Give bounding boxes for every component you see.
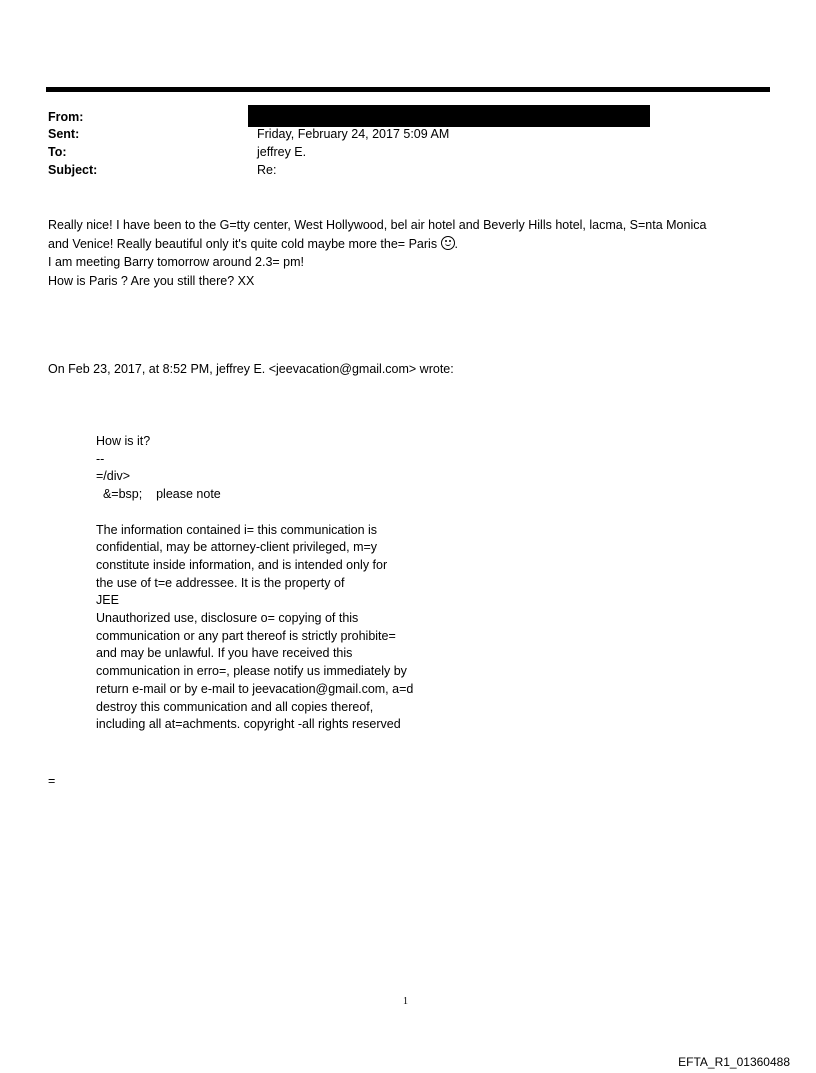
quoted-line: &=bsp; please note bbox=[96, 487, 221, 502]
document-id: EFTA_R1_01360488 bbox=[678, 1055, 790, 1069]
quoted-line: including all at=achments. copyright -all rights reserved bbox=[96, 717, 401, 732]
body-line bbox=[48, 235, 788, 254]
quoted-line: the use of t=e addressee. It is the property of bbox=[96, 575, 345, 590]
subject-label: Subject: bbox=[48, 163, 98, 177]
quoted-line: The information contained i= this communication is bbox=[96, 522, 378, 537]
quoted-line: JEE bbox=[96, 593, 119, 608]
redaction-bar bbox=[248, 105, 650, 127]
quoted-line: confidential, may be attorney-client privileged, m=y bbox=[96, 540, 378, 555]
sent-label: Sent: bbox=[48, 127, 80, 141]
quoted-line: communication in erro=, please notify us immediately by bbox=[96, 664, 407, 679]
body-line: Really nice! I have been to the G=tty center, West Hollywood, bel air hotel and Beverly Hills hotel, lacma, S=nta Monica bbox=[48, 218, 707, 232]
from-label: From: bbox=[48, 110, 84, 124]
trailer-text: = bbox=[48, 774, 56, 788]
quoted-line: constitute inside information, and is intended only for bbox=[96, 557, 388, 572]
page-number: 1 bbox=[403, 996, 408, 1007]
quoted-line: return e-mail or by e-mail to jeevacation@gmail.com, a=d bbox=[96, 681, 414, 696]
body-line: How is Paris ? Are you still there? XX bbox=[48, 273, 255, 288]
body-line: I am meeting Barry tomorrow around 2.3= pm! bbox=[48, 255, 305, 269]
body-line-text: and Venice! Really beautiful only it's quite cold maybe more the= Paris bbox=[48, 236, 441, 251]
quoted-line: =/div> bbox=[96, 469, 131, 484]
smiley-icon bbox=[441, 236, 455, 250]
body-line-end: . bbox=[454, 236, 459, 251]
header-rule bbox=[46, 87, 770, 92]
quoted-line: -- bbox=[96, 451, 105, 466]
quoted-line: destroy this communication and all copies thereof, bbox=[96, 699, 374, 714]
sent-value: Friday, February 24, 2017 5:09 AM bbox=[257, 127, 450, 141]
quoted-line: and may be unlawful. If you have received this bbox=[96, 646, 353, 661]
quoted-line: How is it? bbox=[96, 434, 151, 448]
subject-value: Re: bbox=[257, 163, 277, 177]
to-value: jeffrey E. bbox=[257, 145, 307, 159]
quoted-line: Unauthorized use, disclosure o= copying of this bbox=[96, 611, 359, 626]
message-body bbox=[48, 216, 788, 290]
quoted-line bbox=[96, 504, 476, 522]
to-label: To: bbox=[48, 145, 67, 159]
quoted-line: communication or any part thereof is strictly prohibite= bbox=[96, 628, 396, 643]
quoted-message bbox=[96, 433, 476, 734]
quote-intro: On Feb 23, 2017, at 8:52 PM, jeffrey E. <jeevacation@gmail.com> wrote: bbox=[48, 362, 454, 376]
